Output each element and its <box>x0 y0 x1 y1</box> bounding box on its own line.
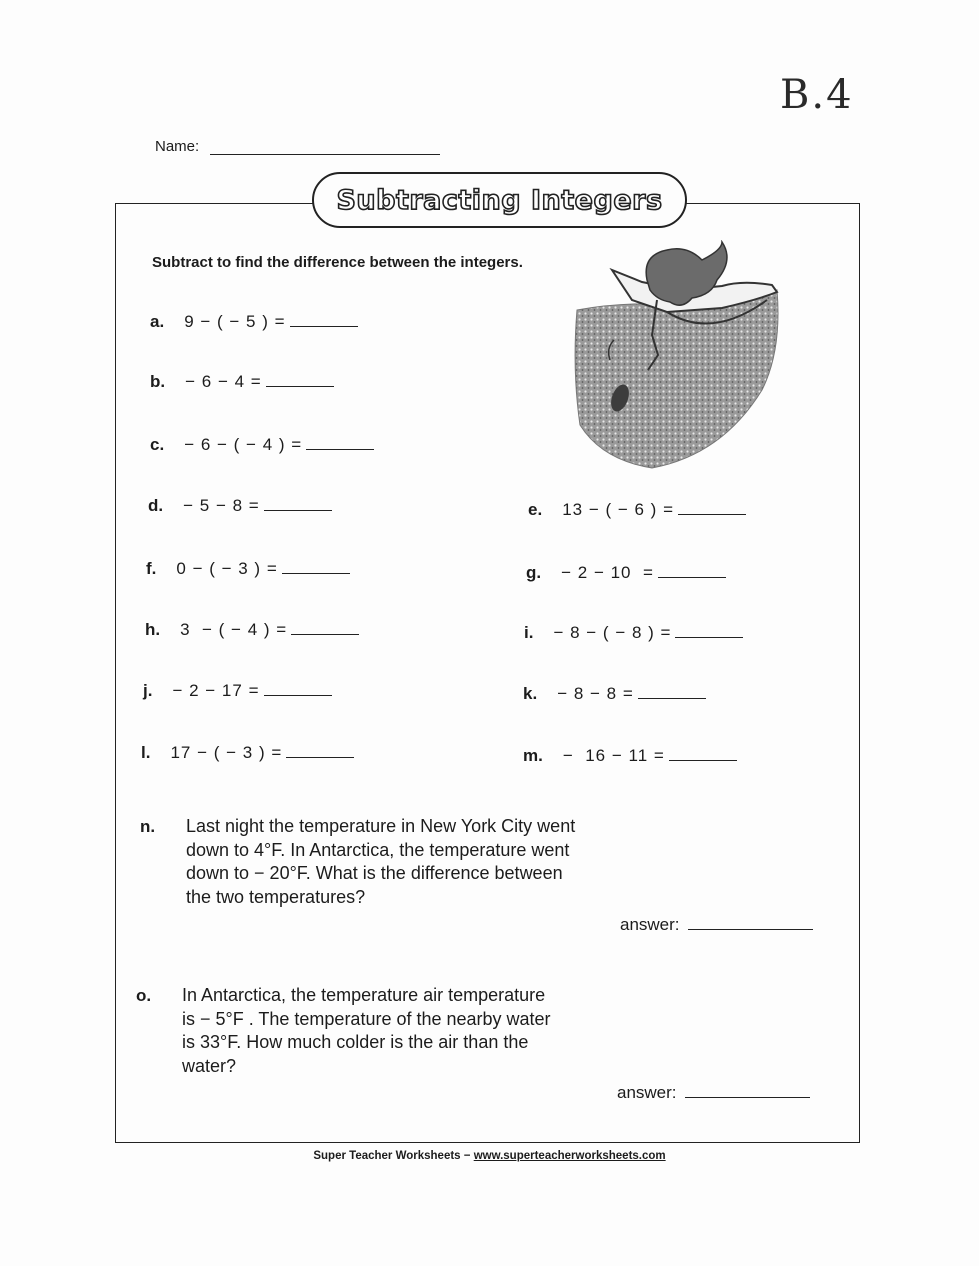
problem-expression: − 8 − ( − 8 ) = <box>553 623 672 642</box>
problem-text-line: down to − 20°F. What is the difference between <box>186 863 563 883</box>
answer-blank[interactable] <box>675 636 743 638</box>
problem-expression: 9 − ( − 5 ) = <box>184 312 286 331</box>
problem-m <box>523 746 737 766</box>
instructions: Subtract to find the difference between the integers. <box>152 254 523 271</box>
problem-b <box>150 372 334 392</box>
answer-blank[interactable] <box>266 385 334 387</box>
problem-expression: − 2 − 17 = <box>172 681 260 700</box>
problem-letter: d. <box>148 496 164 515</box>
problem-text-line: is − 5°F . The temperature of the nearby water <box>182 1008 551 1029</box>
problem-letter: e. <box>528 500 543 519</box>
problem-c <box>150 435 374 455</box>
problem-a <box>150 312 358 332</box>
problem-letter: o. <box>136 986 152 1005</box>
problem-expression: − 2 − 10 = <box>561 563 654 582</box>
problem-d <box>148 496 332 516</box>
answer-blank[interactable] <box>638 697 706 699</box>
problem-text-line: water? <box>182 1055 237 1076</box>
answer-blank[interactable] <box>286 756 354 758</box>
problem-letter: g. <box>526 563 542 582</box>
name-label: Name: <box>155 138 200 155</box>
problem-expression: 13 − ( − 6 ) = <box>562 500 674 519</box>
word-problem-n <box>140 815 700 909</box>
problem-text-line: down to 4°F. In Antarctica, the temperature went <box>186 839 570 860</box>
answer-o <box>617 1083 810 1103</box>
problem-text-line: Last night the temperature in New York City went <box>186 816 576 836</box>
problem-letter: a. <box>150 312 165 331</box>
problem-expression: 3 − ( − 4 ) = <box>180 620 288 639</box>
problem-letter: j. <box>143 681 153 700</box>
footer-link[interactable]: www.superteacherworksheets.com <box>473 1150 666 1162</box>
problem-e <box>528 500 746 520</box>
problem-letter: c. <box>150 435 165 454</box>
page-code-handwritten: B.4 <box>780 72 854 118</box>
answer-blank[interactable] <box>282 572 350 574</box>
problem-letter: n. <box>140 817 156 836</box>
problem-letter: l. <box>141 743 151 762</box>
problem-letter: f. <box>146 559 157 578</box>
problem-expression: 17 − ( − 3 ) = <box>170 743 283 762</box>
answer-label: answer: <box>620 915 680 934</box>
problem-g <box>526 563 726 583</box>
problem-i <box>524 623 743 643</box>
problem-letter: h. <box>145 620 161 639</box>
problem-j <box>143 681 332 701</box>
problem-letter: m. <box>523 746 543 765</box>
answer-blank[interactable] <box>264 694 332 696</box>
problem-l <box>141 743 354 763</box>
answer-field[interactable] <box>685 1097 810 1098</box>
problem-f <box>146 559 350 579</box>
answer-label: answer: <box>617 1083 677 1102</box>
answer-blank[interactable] <box>678 513 746 515</box>
answer-blank[interactable] <box>264 509 332 511</box>
problem-h <box>145 620 359 640</box>
word-problem-o <box>136 984 696 1078</box>
problem-expression: − 6 − ( − 4 ) = <box>184 435 303 454</box>
problem-text-line: In Antarctica, the temperature air temperature <box>182 985 546 1005</box>
answer-blank[interactable] <box>669 759 737 761</box>
answer-n <box>620 915 813 935</box>
problem-expression: − 5 − 8 = <box>183 496 260 515</box>
footer-brand: Super Teacher Worksheets − <box>313 1150 474 1162</box>
answer-blank[interactable] <box>290 325 358 327</box>
problem-letter: k. <box>523 684 538 703</box>
page-title: Subtracting Integers <box>336 184 663 216</box>
answer-blank[interactable] <box>658 576 726 578</box>
answer-blank[interactable] <box>306 448 374 450</box>
penguin-on-ice-icon <box>572 240 787 475</box>
title-banner <box>312 172 687 228</box>
footer <box>0 1150 979 1162</box>
problem-expression: − 6 − 4 = <box>185 372 262 391</box>
problem-expression: − 8 − 8 = <box>557 684 634 703</box>
problem-text-line: the two temperatures? <box>186 886 366 907</box>
problem-expression: − 16 − 11 = <box>562 746 665 765</box>
name-field[interactable] <box>210 154 440 155</box>
problem-letter: i. <box>524 623 534 642</box>
problem-expression: 0 − ( − 3 ) = <box>176 559 278 578</box>
problem-letter: b. <box>150 372 166 391</box>
answer-field[interactable] <box>688 929 813 930</box>
problem-k <box>523 684 706 704</box>
answer-blank[interactable] <box>291 633 359 635</box>
problem-text-line: is 33°F. How much colder is the air than the <box>182 1032 529 1052</box>
